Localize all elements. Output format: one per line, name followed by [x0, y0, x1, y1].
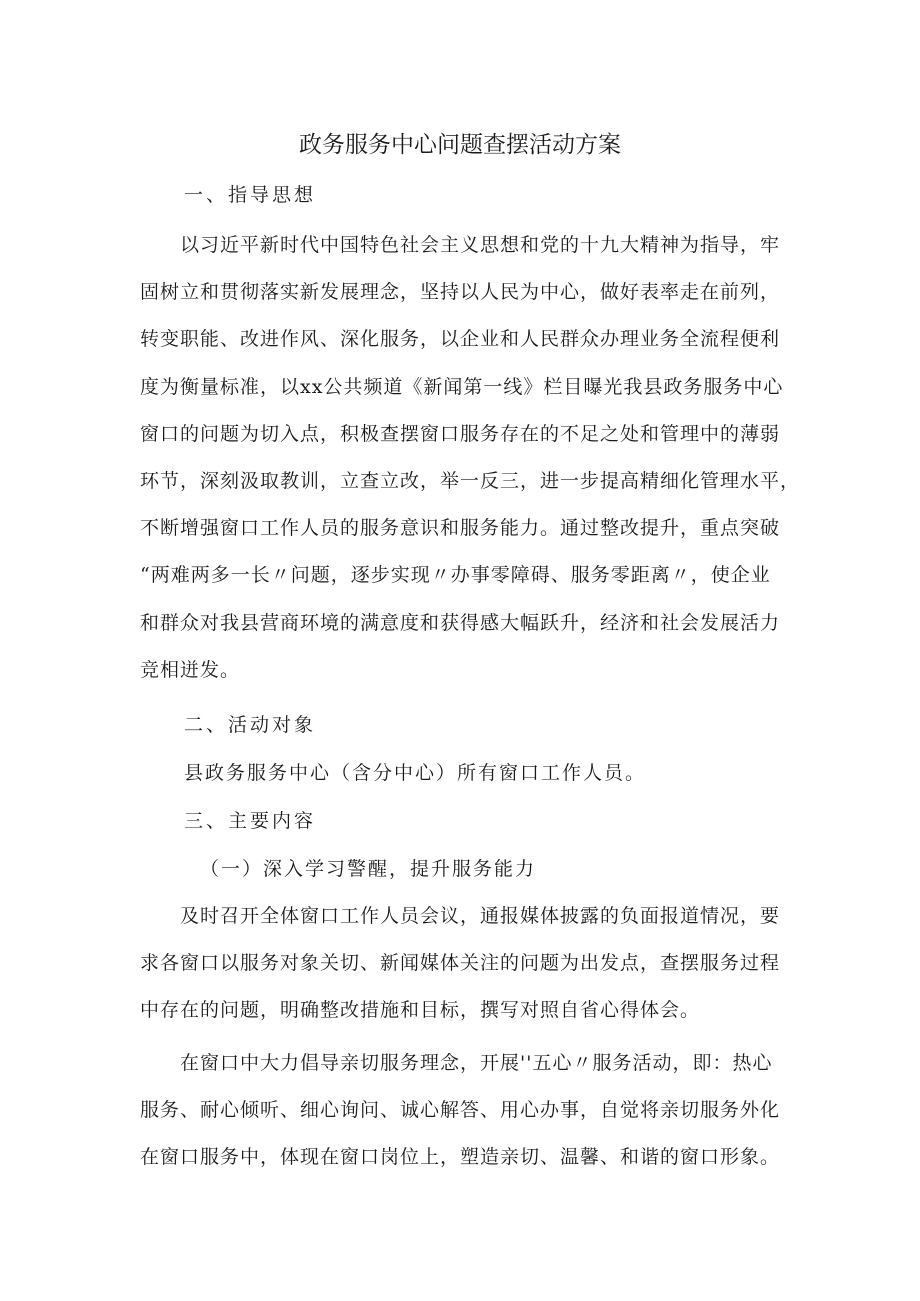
- section-heading-guiding-ideology: 一、指导思想: [184, 184, 317, 206]
- paragraph-line: 在窗口中大力倡导亲切服务理念，开展''五心〃服务活动，即：热心: [180, 1052, 773, 1074]
- subsection-heading-study: （一）深入学习警醒，提升服务能力: [200, 858, 537, 880]
- paragraph-line: 和群众对我县营商环境的满意度和获得感大幅跃升，经济和社会发展活力: [140, 611, 781, 634]
- paragraph-service-concept: [140, 1040, 785, 1182]
- paragraph-line: 度为衡量标准，以xx公共频道《新闻第一线》栏目曝光我县政务服务中心: [140, 375, 784, 398]
- paragraph-study-meeting: [140, 893, 785, 1035]
- paragraph-line: 在窗口服务中，体现在窗口岗位上，塑造亲切、温馨、和谐的窗口形象。: [140, 1146, 781, 1169]
- paragraph-line: 及时召开全体窗口工作人员会议，通报媒体披露的负面报道情况，要: [180, 905, 781, 927]
- paragraph-line: 固树立和贯彻落实新发展理念，坚持以人民为中心，做好表率走在前列，: [140, 281, 781, 304]
- paragraph-line: 竞相迸发。: [140, 658, 241, 681]
- paragraph-line: 窗口的问题为切入点，积极查摆窗口服务存在的不足之处和管理中的薄弱: [140, 422, 781, 445]
- section-heading-main-content: 三、主要内容: [184, 810, 317, 832]
- paragraph-line: 不断增强窗口工作人员的服务意识和服务能力。通过整改提升，重点突破: [140, 517, 781, 540]
- paragraph-guiding-ideology: [140, 222, 801, 694]
- document-title: 政务服务中心问题查摆活动方案: [299, 132, 621, 158]
- paragraph-line: 服务、耐心倾听、细心询问、诚心解答、用心办事，自觉将亲切服务外化: [140, 1099, 781, 1122]
- paragraph-line: “两难两多一长〃问题，逐步实现〃办事零障碍、服务零距离〃，使企业: [140, 564, 771, 587]
- paragraph-line: 环节，深刻汲取教训，立查立改，举一反三，进一步提高精细化管理水平，: [140, 470, 801, 493]
- paragraph-line: 中存在的问题，明确整改措施和目标，撰写对照自省心得体会。: [140, 999, 701, 1022]
- paragraph-line: 以习近平新时代中国特色社会主义思想和党的十九大精神为指导，牢: [180, 234, 781, 256]
- paragraph-line: 转变职能、改进作风、深化服务，以企业和人民群众办理业务全流程便利: [140, 328, 781, 351]
- paragraph-line: 求各窗口以服务对象关切、新闻媒体关注的问题为出发点，查摆服务过程: [140, 952, 781, 975]
- section-heading-activity-target: 二、活动对象: [184, 714, 317, 736]
- paragraph-activity-target: 县政务服务中心（含分中心）所有窗口工作人员。: [184, 762, 647, 784]
